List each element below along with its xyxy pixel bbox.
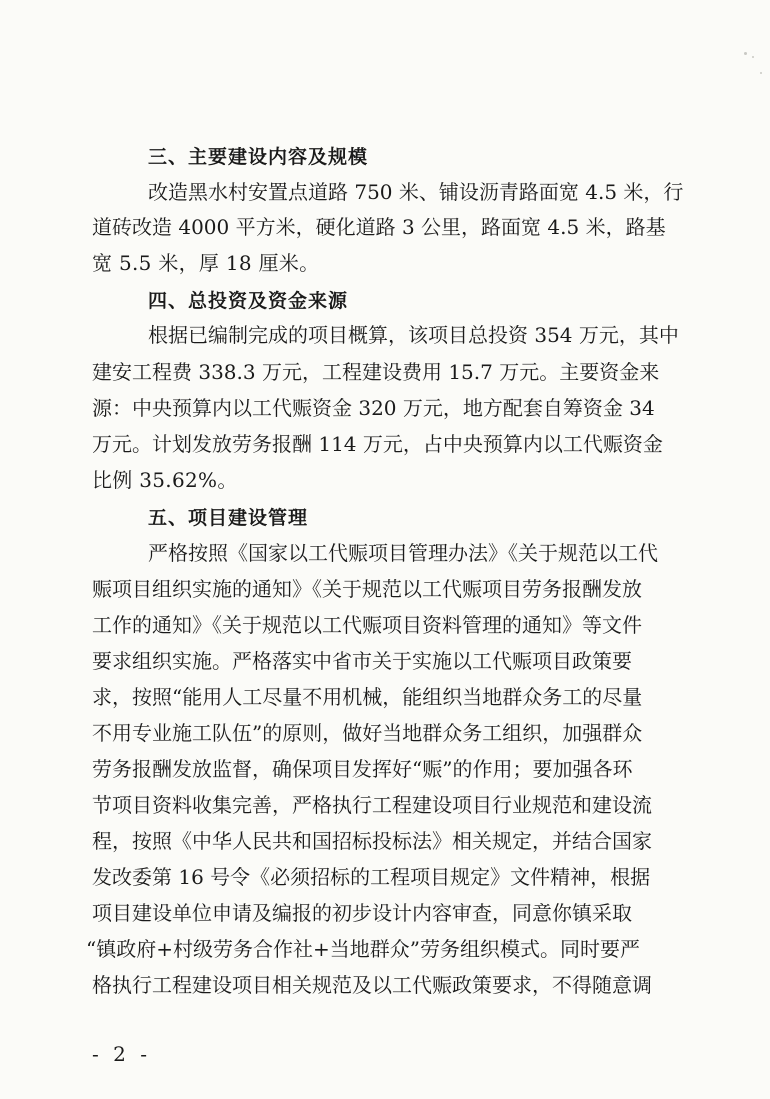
paragraph-line: 赈项目组织实施的通知》《关于规范以工代赈项目劳务报酬发放 <box>92 577 642 601</box>
paragraph-line: 劳务报酬发放监督，确保项目发挥好“赈”的作用；要加强各环 <box>92 757 633 781</box>
paragraph-line: 宽 5.5 米，厚 18 厘米。 <box>92 251 320 275</box>
paragraph-line: 道砖改造 4000 平方米，硬化道路 3 公里，路面宽 4.5 米，路基 <box>92 215 666 239</box>
paragraph-line: 程，按照《中华人民共和国招标投标法》相关规定，并结合国家 <box>92 829 652 853</box>
scan-speck <box>760 72 762 74</box>
paragraph-line: 源：中央预算内以工代赈资金 320 万元，地方配套自筹资金 34 <box>92 396 655 420</box>
paragraph-line: 根据已编制完成的项目概算，该项目总投资 354 万元，其中 <box>148 323 679 347</box>
page-number: - 2 - <box>92 1042 151 1066</box>
paragraph-line: 发改委第 16 号令《必须招标的工程项目规定》文件精神，根据 <box>92 865 651 889</box>
paragraph-line: 比例 35.62%。 <box>92 468 238 492</box>
paragraph-line: 节项目资料收集完善，严格执行工程建设项目行业规范和建设流 <box>92 793 652 817</box>
scan-speck <box>752 56 754 58</box>
paragraph-line: “镇政府+村级劳务合作社+当地群众”劳务组织模式。同时要严 <box>86 937 640 961</box>
section-heading-3: 三、主要建设内容及规模 <box>148 146 369 168</box>
paragraph-line: 严格按照《国家以工代赈项目管理办法》《关于规范以工代 <box>148 541 658 565</box>
paragraph-line: 要求组织实施。严格落实中省市关于实施以工代赈项目政策要 <box>92 649 632 673</box>
paragraph-line: 不用专业施工队伍”的原则，做好当地群众务工组织，加强群众 <box>92 721 643 745</box>
paragraph-line: 建安工程费 338.3 万元，工程建设费用 15.7 万元。主要资金来 <box>92 360 660 384</box>
section-heading-4: 四、总投资及资金来源 <box>148 290 349 312</box>
paragraph-line: 工作的通知》《关于规范以工代赈项目资料管理的通知》等文件 <box>92 613 642 637</box>
section-heading-5: 五、项目建设管理 <box>148 507 309 529</box>
paragraph-line: 格执行工程建设项目相关规范及以工代赈政策要求，不得随意调 <box>92 973 652 997</box>
paragraph-line: 求，按照“能用人工尽量不用机械，能组织当地群众务工的尽量 <box>92 685 643 709</box>
paragraph-line: 项目建设单位申请及编报的初步设计内容审查，同意你镇采取 <box>92 901 632 925</box>
paragraph-line: 改造黑水村安置点道路 750 米、铺设沥青路面宽 4.5 米，行 <box>148 180 684 204</box>
scan-speck <box>744 52 747 55</box>
paragraph-line: 万元。计划发放劳务报酬 114 万元，占中央预算内以工代赈资金 <box>92 432 663 456</box>
